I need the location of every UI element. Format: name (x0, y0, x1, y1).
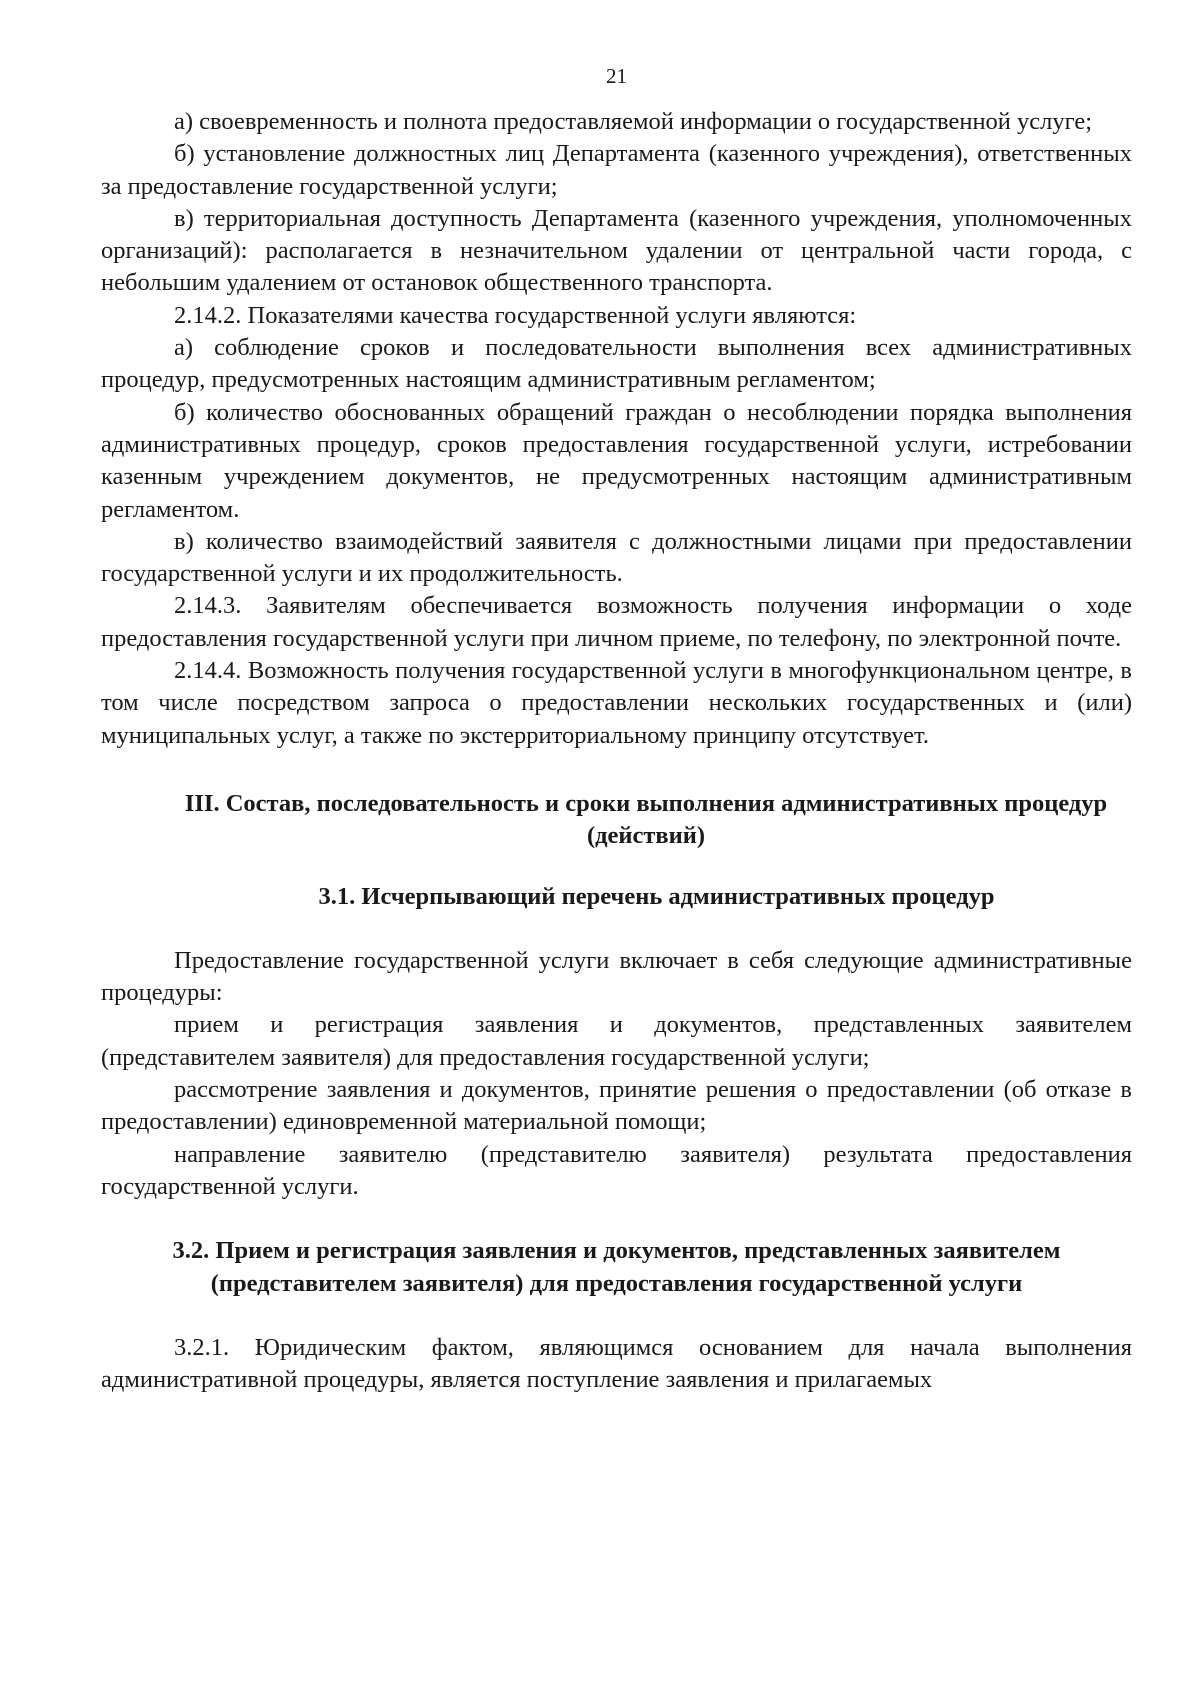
paragraph-3-1-item-review: рассмотрение заявления и документов, принятие решения о предоставлении (об отказе в предоставлении) единовременной материальной помощи; (101, 1076, 1132, 1136)
page-number: 21 (606, 64, 627, 88)
paragraph-3-2-1: 3.2.1. Юридическим фактом, являющимся основанием для начала выполнения административной процедуры, является поступление заявления и прилагаемых (101, 1333, 1132, 1394)
paragraph-2-14-3: 2.14.3. Заявителям обеспечивается возможность получения информации о ходе предоставления государственной услуги при личном приеме, по телефону, по электронной почте. (101, 592, 1132, 652)
section-3-heading: III. Состав, последовательность и сроки выполнения административных процедур (действий) (184, 789, 1108, 850)
paragraph-2-14-4: 2.14.4. Возможность получения государственной услуги в многофункциональном центре, в том числе посредством запроса о предоставлении нескольких государственных и (или) муниципальных услуг, а также по экстерриториальному принципу отсутствует. (101, 657, 1132, 749)
paragraph-3-1-intro: Предоставление государственной услуги включает в себя следующие административные процедуры: (101, 946, 1132, 1007)
paragraph-v-accessibility: в) территориальная доступность Департамента (казенного учреждения, уполномоченных организаций): располагается в незначительном удалении от центральной части города, с небольшим удалением от остановок общественного транспорта. (101, 204, 1132, 297)
paragraph-b-complaints: б) количество обоснованных обращений граждан о несоблюдении порядка выполнения административных процедур, сроков предоставления государственной услуги, истребовании казенным учреждением документов, не предусмотренных настоящим административным регламентом. (101, 398, 1132, 523)
paragraph-b-officials: б) установление должностных лиц Департамента (казенного учреждения), ответственных за предоставление государственной услуги; (101, 140, 1132, 200)
paragraph-3-1-item-reception: прием и регистрация заявления и документов, представленных заявителем (представителем заявителя) для предоставления государственной услуги; (101, 1011, 1132, 1071)
subsection-3-2-heading: 3.2. Прием и регистрация заявления и документов, представленных заявителем (представителем заявителя) для предоставления государственной услуги (172, 1237, 1061, 1297)
paragraph-2-14-2: 2.14.2. Показателями качества государственной услуги являются: (174, 301, 857, 329)
subsection-3-1-heading: 3.1. Исчерпывающий перечень административных процедур (318, 882, 995, 910)
paragraph-3-1-item-result: направление заявителю (представителю заявителя) результата предоставления государственной услуги. (101, 1140, 1132, 1200)
paragraph-a-deadlines: а) соблюдение сроков и последовательности выполнения всех административных процедур, предусмотренных настоящим административным регламентом; (101, 334, 1132, 394)
paragraph-v-interactions: в) количество взаимодействий заявителя с должностными лицами при предоставлении государственной услуги и их продолжительность. (101, 527, 1132, 588)
paragraph-a-timeliness: а) своевременность и полнота предоставляемой информации о государственной услуге; (174, 108, 1093, 135)
